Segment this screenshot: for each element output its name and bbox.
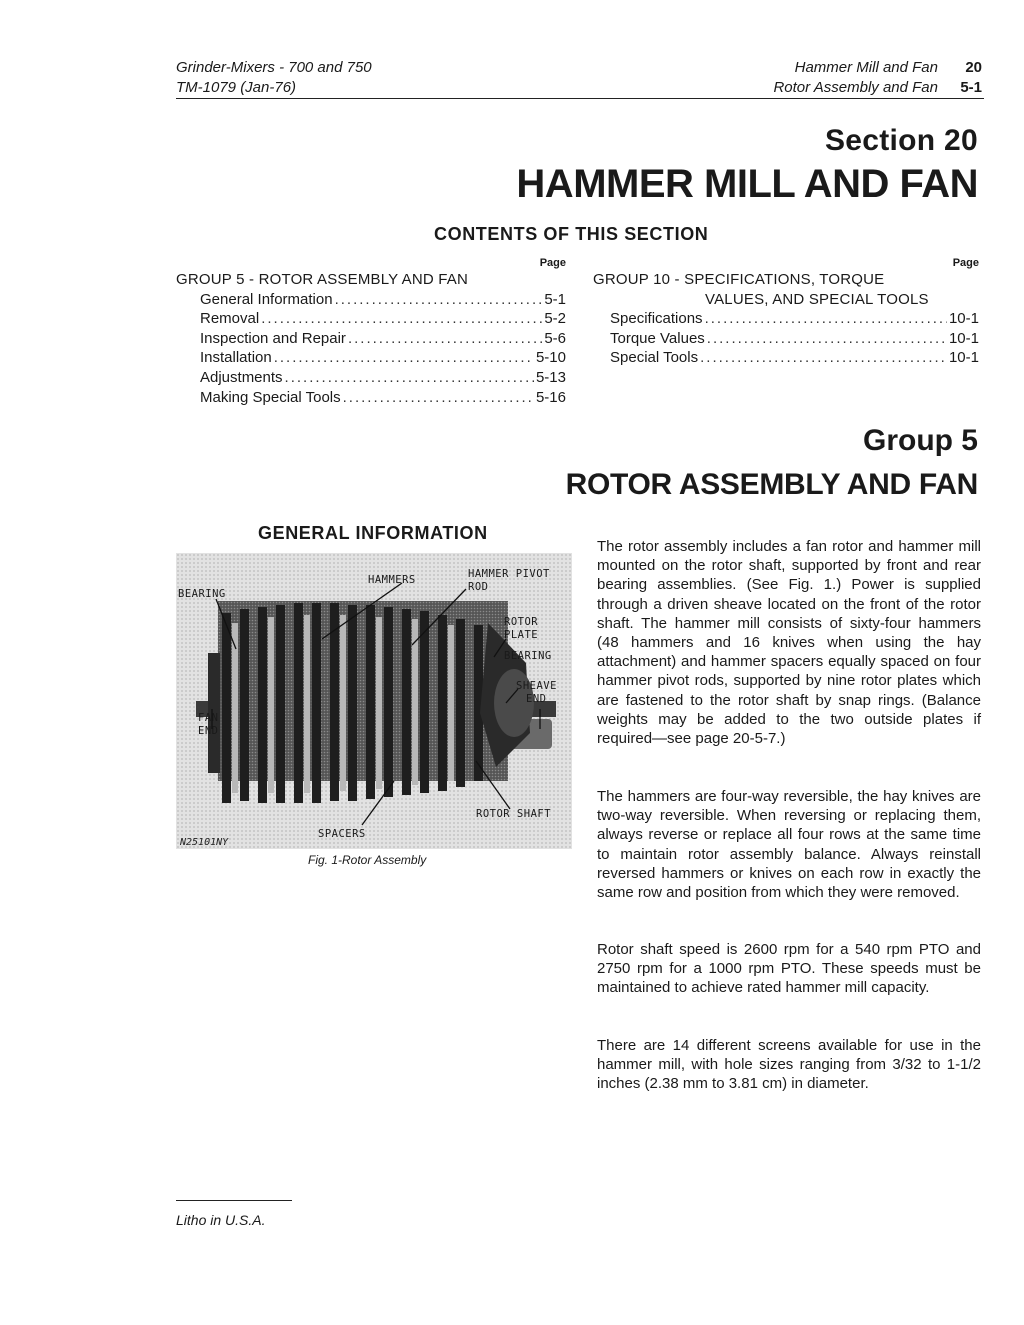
- figure-code: N25101NY: [180, 837, 229, 848]
- toc-entry[interactable]: [176, 309, 566, 329]
- contents-heading: CONTENTS OF THIS SECTION: [434, 224, 709, 244]
- label-spacers: SPACERS: [318, 828, 366, 840]
- toc-entry-page: 5-1: [544, 290, 566, 308]
- toc-entry-label: Installation: [200, 349, 272, 367]
- toc-entry-label: General Information: [200, 290, 333, 308]
- body-paragraph: There are 14 different screens available for use in the hammer mill, with hole sizes ranging from 3/32 to 1-1/2 inches (2.38 mm to 3.81 cm) in diameter.: [597, 1037, 981, 1093]
- running-header-left: [176, 58, 372, 98]
- label-sheave: SHEAVE: [516, 680, 557, 692]
- group-label: Group 5: [862, 424, 978, 457]
- toc-entry-label: Special Tools: [610, 349, 699, 367]
- toc-entry[interactable]: [176, 388, 566, 408]
- label-bearing-left: BEARING: [178, 588, 226, 600]
- toc-entry-label: Specifications: [610, 310, 703, 328]
- toc-group-title-continued: VALUES, AND SPECIAL TOOLS: [705, 290, 929, 308]
- header-page-number: 5-1: [960, 79, 982, 96]
- header-rule: [176, 98, 984, 99]
- toc-right-column: [593, 256, 979, 368]
- body-paragraph: Rotor shaft speed is 2600 rpm for a 540 rpm PTO and 2750 rpm for a 1000 rpm PTO. These speeds must be maintained to achieve rated hammer mill capacity.: [597, 941, 981, 997]
- footer-rule: [176, 1200, 292, 1201]
- label-sheave-end: END: [526, 693, 547, 705]
- rotor-assembly-figure: [176, 553, 572, 849]
- header-section-number: 20: [965, 59, 982, 76]
- toc-entry-label: Adjustments: [200, 368, 283, 386]
- section-title: HAMMER MILL AND FAN: [516, 162, 978, 206]
- toc-entry-label: Inspection and Repair: [200, 329, 346, 347]
- toc-entry-page: 5-6: [544, 329, 566, 347]
- toc-entry-page: 5-2: [544, 310, 566, 328]
- group-title: ROTOR ASSEMBLY AND FAN: [565, 468, 978, 501]
- toc-entry-page: 10-1: [948, 329, 979, 347]
- label-fan-end: END: [198, 725, 219, 737]
- toc-entry-label: Removal: [200, 310, 260, 328]
- figure-caption: Fig. 1-Rotor Assembly: [308, 853, 427, 867]
- body-paragraph: The rotor assembly includes a fan rotor and hammer mill mounted on the rotor shaft, supported by front and rear bearing assemblies. (See Fig. 1.) Power is supplied through a driven sheave located on the front of the rotor shaft. The hammer mill consists of sixty-four hammers (48 hammers and 16 knives when using the hay attachment) and hammer spacers equally spaced on four hammer pivot rods, supported by nine rotor plates which are fastened to the rotor shaft by snap rings. (Balance weights may be added to the two outside plates if required—see page 20-5-7.): [597, 538, 981, 748]
- toc-page-header: Page: [952, 257, 979, 269]
- toc-entry[interactable]: [176, 368, 566, 388]
- header-manual-title: Grinder-Mixers - 700 and 750: [176, 59, 372, 76]
- toc-group-title: GROUP 10 - SPECIFICATIONS, TORQUE: [593, 271, 885, 288]
- label-rotor-shaft: ROTOR SHAFT: [476, 808, 552, 820]
- toc-page-header: Page: [539, 257, 566, 269]
- footer-print-note: Litho in U.S.A.: [176, 1212, 266, 1228]
- toc-entry-page: 5-16: [535, 388, 566, 406]
- toc-entry[interactable]: [593, 329, 979, 349]
- label-hammer-pivot-rod: ROD: [468, 581, 489, 593]
- label-rotor: ROTOR: [504, 616, 539, 628]
- label-fan: FAN: [198, 712, 219, 724]
- toc-entry-label: Making Special Tools: [200, 388, 341, 406]
- toc-entry[interactable]: [593, 309, 979, 329]
- header-manual-code: TM-1079 (Jan-76): [176, 79, 297, 96]
- toc-entry-page: 5-13: [535, 368, 566, 386]
- toc-entry-page: 5-10: [535, 349, 566, 367]
- toc-entry[interactable]: [176, 348, 566, 368]
- toc-group-title: GROUP 5 - ROTOR ASSEMBLY AND FAN: [176, 271, 469, 288]
- toc-left-column: [176, 256, 566, 407]
- header-group-name: Rotor Assembly and Fan: [773, 79, 938, 96]
- section-label: Section 20: [824, 124, 978, 157]
- toc-entry-label: Torque Values: [610, 329, 705, 347]
- toc-entry[interactable]: [176, 290, 566, 310]
- general-information-heading: GENERAL INFORMATION: [258, 523, 488, 543]
- running-header-right: [773, 58, 982, 98]
- label-hammer-pivot: HAMMER PIVOT: [468, 568, 550, 580]
- label-rotor-plate: PLATE: [504, 629, 539, 641]
- toc-entry[interactable]: [176, 329, 566, 349]
- toc-entry[interactable]: [593, 348, 979, 368]
- label-hammers: HAMMERS: [368, 574, 416, 586]
- toc-entry-page: 10-1: [948, 310, 979, 328]
- hammer-stack: [218, 601, 508, 803]
- toc-entry-page: 10-1: [948, 349, 979, 367]
- rotor-assembly-illustration: [176, 553, 572, 849]
- body-paragraph: The hammers are four-way reversible, the hay knives are two-way reversible. When reversing or replacing them, always reverse or replace all four rows at the same time to maintain rotor assembly balance. Always reinstall reversed hammers or knives on each row in exactly the same row and position from which they were removed.: [597, 788, 981, 902]
- label-bearing-right: BEARING: [504, 650, 552, 662]
- header-section-name: Hammer Mill and Fan: [794, 59, 938, 76]
